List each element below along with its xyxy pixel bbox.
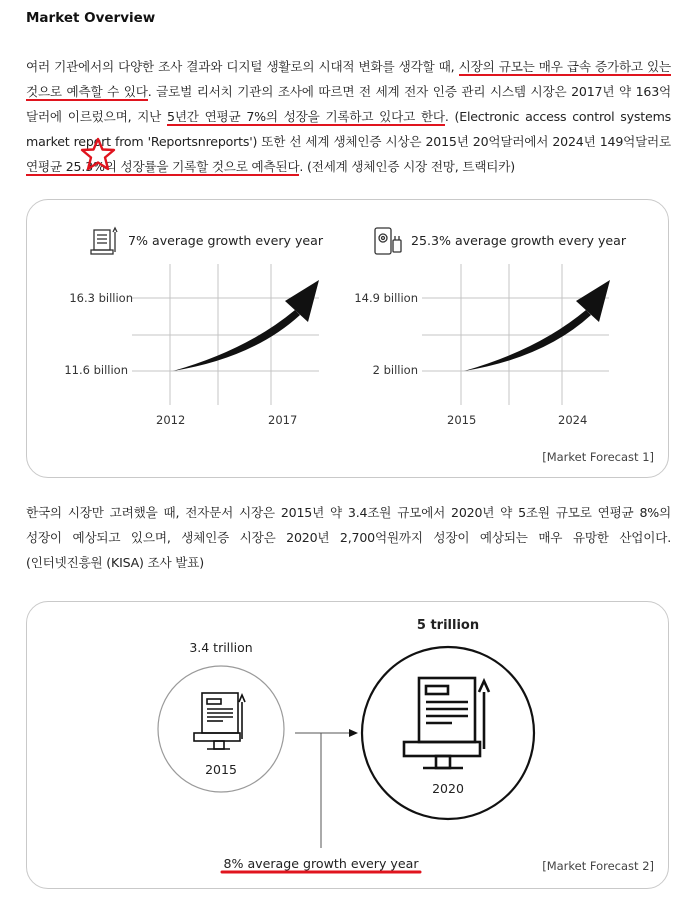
growth-arrow-left — [173, 280, 319, 371]
chart-right-y-label-bottom: 2 billion — [372, 363, 418, 377]
para1-text-1: 여러 기관에서의 다양한 조사 결과와 디지털 생활로의 시대적 변화를 생각할 때, — [26, 59, 459, 74]
intro-paragraph — [26, 54, 671, 179]
chart-left-grid — [132, 264, 319, 405]
value-2020: 5 trillion — [416, 618, 480, 633]
chart-right-grid — [422, 264, 609, 405]
chart-right-y-label-top: 14.9 billion — [354, 291, 418, 305]
chart-left-y-label-top: 16.3 billion — [69, 291, 133, 305]
highlight-market-growth: 시장의 규모는 매우 급속 증가하고 있는 것으로 예측할 수 있다 — [26, 59, 671, 99]
connector-arrowhead — [349, 729, 358, 737]
highlight-7pct-growth: 5년간 연평균 7%의 성장을 기록하고 있다고 한다 — [167, 109, 445, 124]
star-icon — [80, 137, 116, 171]
highlight-25pct-growth: 연평균 25.3%의 성장률을 기록할 것으로 예측된다 — [26, 159, 300, 174]
para1-text-2: . 글로벌 리서치 기관의 조사에 따르면 전 세계 전자 인증 관리 시스템 시장은 2017년 약 163억 달러에 이르렀으며, 지난 — [26, 84, 671, 124]
market-forecast-2-card — [26, 601, 669, 889]
growth-arrow-right — [464, 280, 610, 371]
growth-8pct-label: 8% average growth every year — [223, 856, 419, 871]
value-2015: 3.4 trillion — [189, 640, 253, 655]
chart-left-y-label-bottom: 11.6 billion — [64, 363, 128, 377]
page-title: Market Overview — [26, 10, 156, 26]
document-monitor-icon-small — [194, 693, 245, 749]
year-2015: 2015 — [205, 762, 237, 777]
para1-text-4: . (전세계 생체인증 시장 전망, 트랙티카) — [299, 159, 515, 174]
document-monitor-icon-large — [404, 678, 489, 768]
document-pen-icon — [91, 228, 117, 254]
fingerprint-phone-icon — [375, 228, 401, 254]
chart-left-growth-label: 7% average growth every year — [128, 233, 324, 248]
year-2020: 2020 — [432, 781, 464, 796]
forecast-2-graphics — [27, 602, 668, 888]
market-forecast-1-card — [26, 199, 669, 478]
para1-text-3: . (Electronic access control systems market report from 'Reportsnreports') 또한 선 세계 생체인증 시상은 2015년 20억달러에서 2024년 149억달러로 — [26, 109, 671, 149]
chart-left-x-label-end: 2017 — [268, 413, 298, 427]
forecast-1-caption: [Market Forecast 1] — [542, 450, 654, 464]
chart-left-x-label-start: 2012 — [156, 413, 186, 427]
chart-right-x-label-end: 2024 — [558, 413, 588, 427]
korea-market-paragraph: 한국의 시장만 고려했을 때, 전자문서 시장은 2015년 약 3.4조원 규모에서 2020년 약 5조원 규모로 연평균 8%의 성장이 예상되고 있으며, 생체인증 시장은 2020년 2,700억원까지 성장이 예상되는 매우 유망한 산업이다. (인터넷진흥원 (KISA) 조사 발표) — [26, 505, 671, 570]
chart-right-x-label-start: 2015 — [447, 413, 477, 427]
chart-right-growth-label: 25.3% average growth every year — [411, 233, 627, 248]
forecast-2-caption: [Market Forecast 2] — [542, 859, 654, 873]
